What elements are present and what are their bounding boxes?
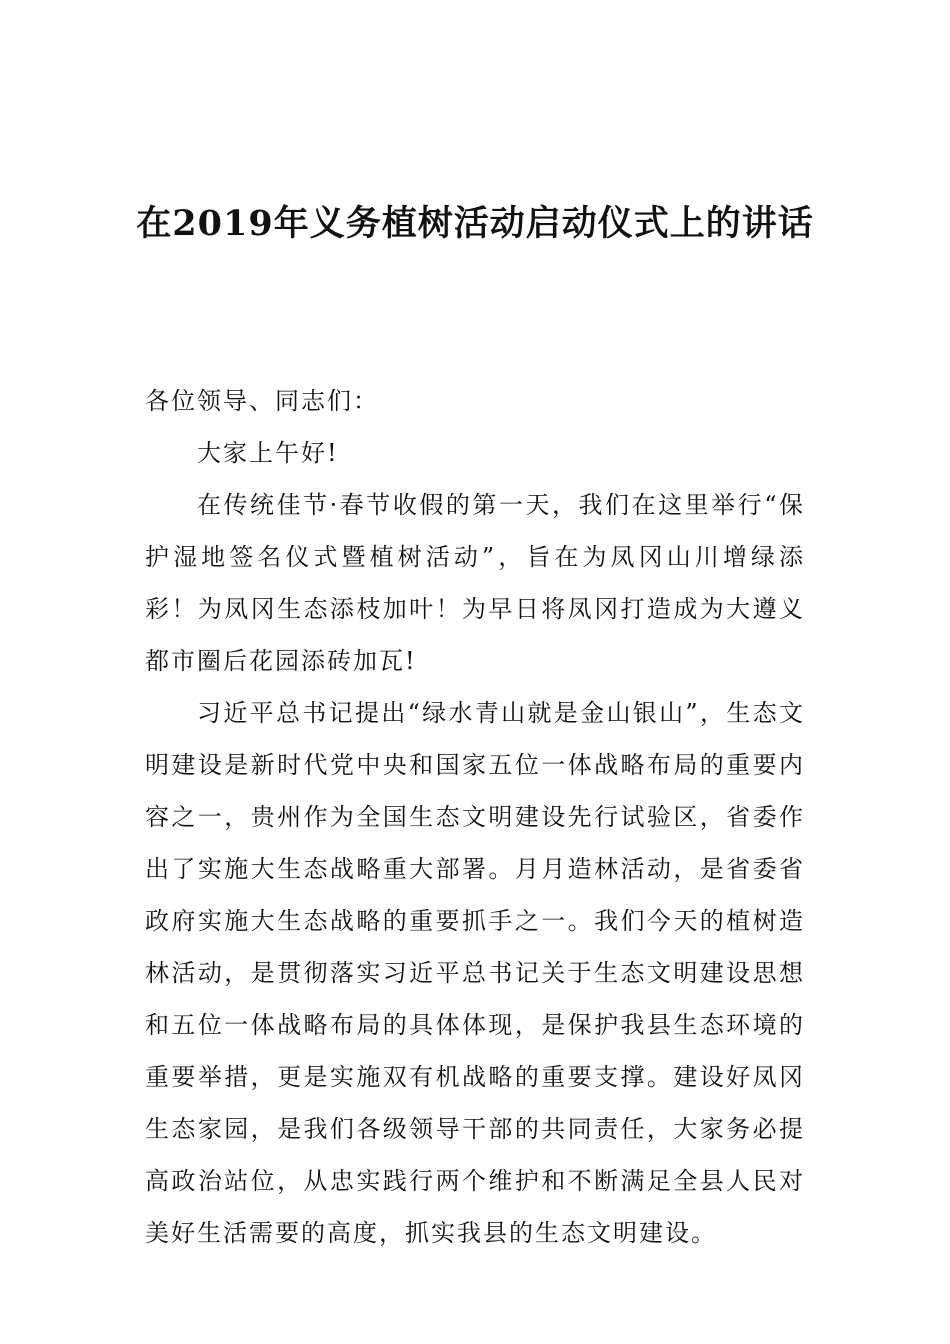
- document-title: 在2019年义务植树活动启动仪式上的讲话: [136, 203, 814, 244]
- document-body: [145, 375, 805, 1259]
- paragraph-event-intro: 在传统佳节·春节收假的第一天，我们在这里举行“保护湿地签名仪式暨植树活动”，旨在为凤冈山川增绿添彩！为凤冈生态添枝加叶！为早日将凤冈打造成为大遵义都市圈后花园添砖加瓦!: [145, 491, 805, 675]
- paragraph-ecological-civilization: 习近平总书记提出“绿水青山就是金山银山”，生态文明建设是新时代党中央和国家五位一体战略布局的重要内容之一，贵州作为全国生态文明建设先行试验区，省委作出了实施大生态战略重大部署。月月造林活动，是省委省政府实施大生态战略的重要抓手之一。我们今天的植树造林活动，是贯彻落实习近平总书记关于生态文明建设思想和五位一体战略布局的具体体现，是保护我县生态环境的重要举措，更是实施双有机战略的重要支撑。建设好凤冈生态家园，是我们各级领导干部的共同责任，大家务必提高政治站位，从忠实践行两个维护和不断满足全县人民对美好生活需要的高度，抓实我县的生态文明建设。: [145, 699, 805, 1247]
- paragraph-greeting: 大家上午好!: [197, 439, 339, 467]
- salutation: 各位领导、同志们：: [145, 387, 379, 415]
